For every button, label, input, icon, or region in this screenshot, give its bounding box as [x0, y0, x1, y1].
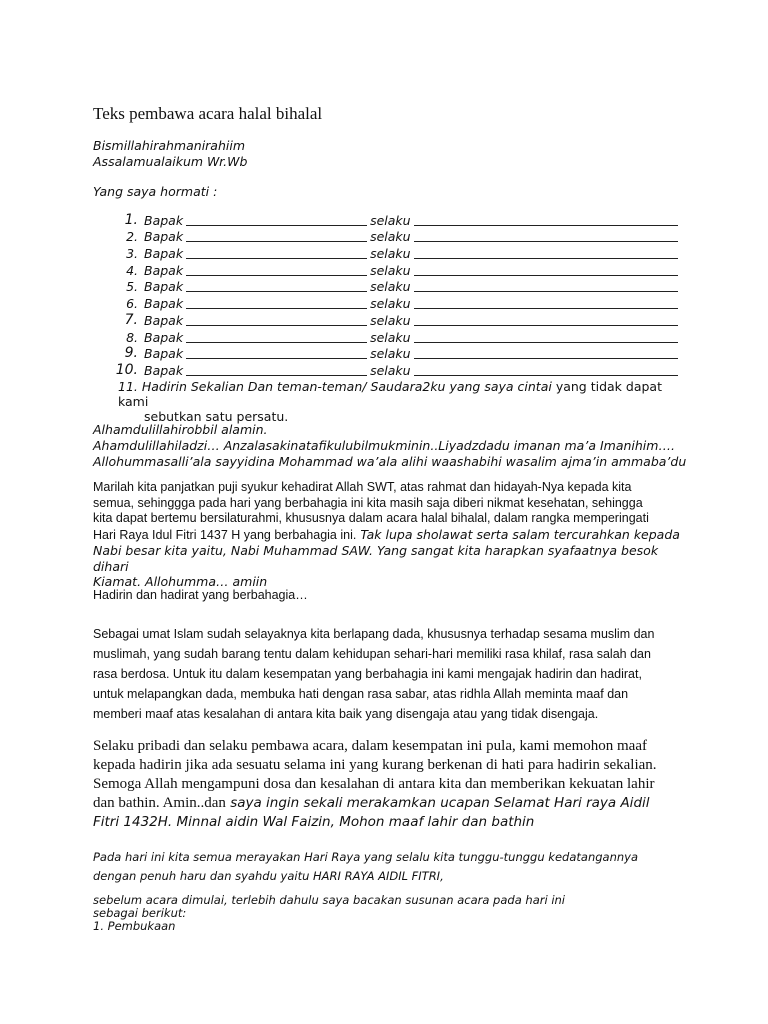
- name-blank[interactable]: [186, 347, 367, 359]
- paragraph-susunan-acara: [93, 894, 693, 933]
- paragraph-mohon-maaf: [93, 737, 693, 832]
- text-line: semua, sehinggga pada hari yang berbahagia ini kita masih saja diberi nikmat kesehatan, sehingga: [93, 495, 643, 510]
- name-blank[interactable]: [186, 364, 367, 376]
- selaku-label: selaku: [370, 212, 411, 228]
- list-number: 6.: [126, 296, 138, 312]
- text-line: Kiamat. Allohumma… amiin: [93, 574, 268, 589]
- guest-row: [109, 278, 689, 295]
- alhamdulillah-line: Alhamdulillahirobbil alamin.: [93, 422, 268, 437]
- list-number: 3.: [126, 246, 138, 262]
- bapak-label: Bapak: [144, 346, 184, 362]
- name-blank[interactable]: [186, 297, 367, 309]
- hadirin-line: Hadirin dan hadirat yang berbahagia…: [93, 588, 308, 602]
- guest-list: [109, 211, 689, 424]
- list-number: 1.: [124, 211, 138, 228]
- paragraph-syukur: [93, 480, 693, 590]
- selaku-label: selaku: [370, 229, 411, 245]
- guest-row: [109, 228, 689, 245]
- bapak-label: Bapak: [144, 229, 184, 245]
- list-number: 4.: [126, 262, 138, 278]
- text-line: muslimah, yang sudah barang tentu dalam kehidupan sehari-hari memiliki rasa khilaf, rasa salah dan: [93, 647, 651, 661]
- bapak-label: Bapak: [144, 296, 184, 312]
- selaku-label: selaku: [370, 246, 411, 262]
- bapak-label: Bapak: [144, 246, 184, 262]
- list-number: 11.: [118, 378, 138, 394]
- paragraph-lapang-dada: [93, 624, 693, 724]
- guest-row: [109, 244, 689, 261]
- role-blank[interactable]: [414, 264, 678, 276]
- basmalah-line: Bismillahirahmanirahiim: [93, 138, 246, 153]
- guest-row: [109, 211, 689, 228]
- bapak-label: Bapak: [144, 279, 184, 295]
- text-line: [93, 527, 693, 544]
- bapak-label: Bapak: [144, 312, 184, 328]
- list-number: 2.: [126, 229, 138, 245]
- hadirin-italic-text: Hadirin Sekalian Dan teman-teman/ Saudara2ku yang saya cintai: [141, 378, 552, 394]
- list-number: 7.: [124, 311, 138, 328]
- text-line: Marilah kita panjatkan puji syukur kehadirat Allah SWT, atas rahmat dan hidayah-Nya kepada kita: [93, 480, 632, 494]
- bapak-label: Bapak: [144, 362, 184, 378]
- role-blank[interactable]: [414, 347, 678, 359]
- text-line: Pada hari ini kita semua merayakan Hari Raya yang selalu kita tunggu-tunggu kedatangannya: [93, 850, 639, 864]
- text-line: kita dapat bertemu bersilaturahmi, khususnya dalam acara halal bihalal, dalam rangka memperingati: [93, 511, 649, 525]
- role-blank[interactable]: [414, 214, 678, 226]
- list-number: 8.: [126, 329, 138, 345]
- name-blank[interactable]: [186, 247, 367, 259]
- role-blank[interactable]: [414, 331, 678, 343]
- role-blank[interactable]: [414, 364, 678, 376]
- sholawat-line: Allohummasalli’ala sayyidina Mohammad wa’ala alihi waashabihi wasalim ajma’in ammaba’du: [93, 454, 687, 469]
- text-line: Sebagai umat Islam sudah selayaknya kita berlapang dada, khususnya terhadap sesama muslim dan: [93, 627, 655, 641]
- role-blank[interactable]: [414, 314, 678, 326]
- text-line: kepada hadirin jika ada sesuatu selama ini yang kurang berkenan di hati para hadirin sekalian.: [93, 757, 657, 773]
- role-blank[interactable]: [414, 280, 678, 292]
- guest-row: [109, 311, 689, 328]
- text-italic: Tak lupa sholawat serta salam tercurahkan kepada: [356, 526, 680, 542]
- selaku-label: selaku: [370, 329, 411, 345]
- selaku-label: selaku: [370, 362, 411, 378]
- text-line: sebelum acara dimulai, terlebih dahulu saya bacakan susunan acara pada hari ini: [93, 893, 565, 907]
- selaku-label: selaku: [370, 312, 411, 328]
- hormat-line: Yang saya hormati :: [93, 184, 218, 199]
- role-blank[interactable]: [414, 230, 678, 242]
- bapak-label: Bapak: [144, 262, 184, 278]
- guest-row: [109, 345, 689, 362]
- document-title: Teks pembawa acara halal bihalal: [93, 104, 323, 123]
- guest-row-hadirin: [109, 379, 689, 424]
- name-blank[interactable]: [186, 214, 367, 226]
- opening-greeting: [93, 138, 247, 170]
- list-number: 9.: [124, 345, 138, 362]
- paragraph-hari-raya: [93, 848, 693, 886]
- text-line: rasa berdosa. Untuk itu dalam kesempatan yang berbahagia ini kami mengajak hadirin dan hadirat,: [93, 667, 642, 681]
- selaku-label: selaku: [370, 279, 411, 295]
- text-line: 1. Pembukaan: [93, 919, 176, 933]
- text-normal: dan bathin. Amin..dan: [93, 795, 226, 811]
- guest-row: [109, 361, 689, 378]
- text-line: Selaku pribadi dan selaku pembawa acara, dalam kesempatan ini pula, kami memohon maaf: [93, 738, 647, 754]
- anzala-line: Ahamdulillahiladzi… Anzalasakinatafikulubilmukminin..Liyadzdadu imanan ma’a Imanihim….: [93, 438, 675, 453]
- list-number: 5.: [126, 279, 138, 295]
- text-line: Semoga Allah mengampuni dosa dan kesalahan di antara kita dan memberikan kekuatan lahir: [93, 776, 655, 792]
- name-blank[interactable]: [186, 280, 367, 292]
- name-blank[interactable]: [186, 331, 367, 343]
- text-line: Nabi besar kita yaitu, Nabi Muhammad SAW. Yang sangat kita harapkan syafaatnya besok dihari: [93, 543, 659, 574]
- hadirin-upright-text: yang tidak dapat kami: [118, 378, 662, 409]
- guest-row: [109, 328, 689, 345]
- bapak-label: Bapak: [144, 212, 184, 228]
- list-number: 10.: [115, 361, 138, 378]
- text-line: untuk melapangkan dada, membuka hati dengan rasa sabar, atas ridhla Allah meminta maaf dan: [93, 687, 629, 701]
- name-blank[interactable]: [186, 314, 367, 326]
- text-line: sebagai berikut:: [93, 906, 187, 920]
- arabic-greetings: [93, 422, 693, 470]
- guest-row: [109, 261, 689, 278]
- text-italic: saya ingin sekali merakamkan ucapan Selamat Hari raya Aidil: [225, 795, 650, 811]
- name-blank[interactable]: [186, 230, 367, 242]
- selaku-label: selaku: [370, 346, 411, 362]
- text-line: [93, 794, 693, 813]
- selaku-label: selaku: [370, 262, 411, 278]
- guest-row: [109, 294, 689, 311]
- bapak-label: Bapak: [144, 329, 184, 345]
- selaku-label: selaku: [370, 296, 411, 312]
- name-blank[interactable]: [186, 264, 367, 276]
- hadirin-second-line: sebutkan satu persatu.: [144, 408, 289, 424]
- text-normal: Hari Raya Idul Fitri 1437 H yang berbahagia ini.: [93, 527, 357, 542]
- text-line: Fitri 1432H. Minnal aidin Wal Faizin, Mohon maaf lahir dan bathin: [93, 814, 535, 830]
- text-line: dengan penuh haru dan syahdu yaitu HARI RAYA AIDIL FITRI,: [93, 869, 444, 883]
- text-line: memberi maaf atas kesalahan di antara kita baik yang disengaja atau yang tidak disengaja.: [93, 707, 599, 721]
- role-blank[interactable]: [414, 297, 678, 309]
- role-blank[interactable]: [414, 247, 678, 259]
- salam-line: Assalamualaikum Wr.Wb: [93, 154, 248, 169]
